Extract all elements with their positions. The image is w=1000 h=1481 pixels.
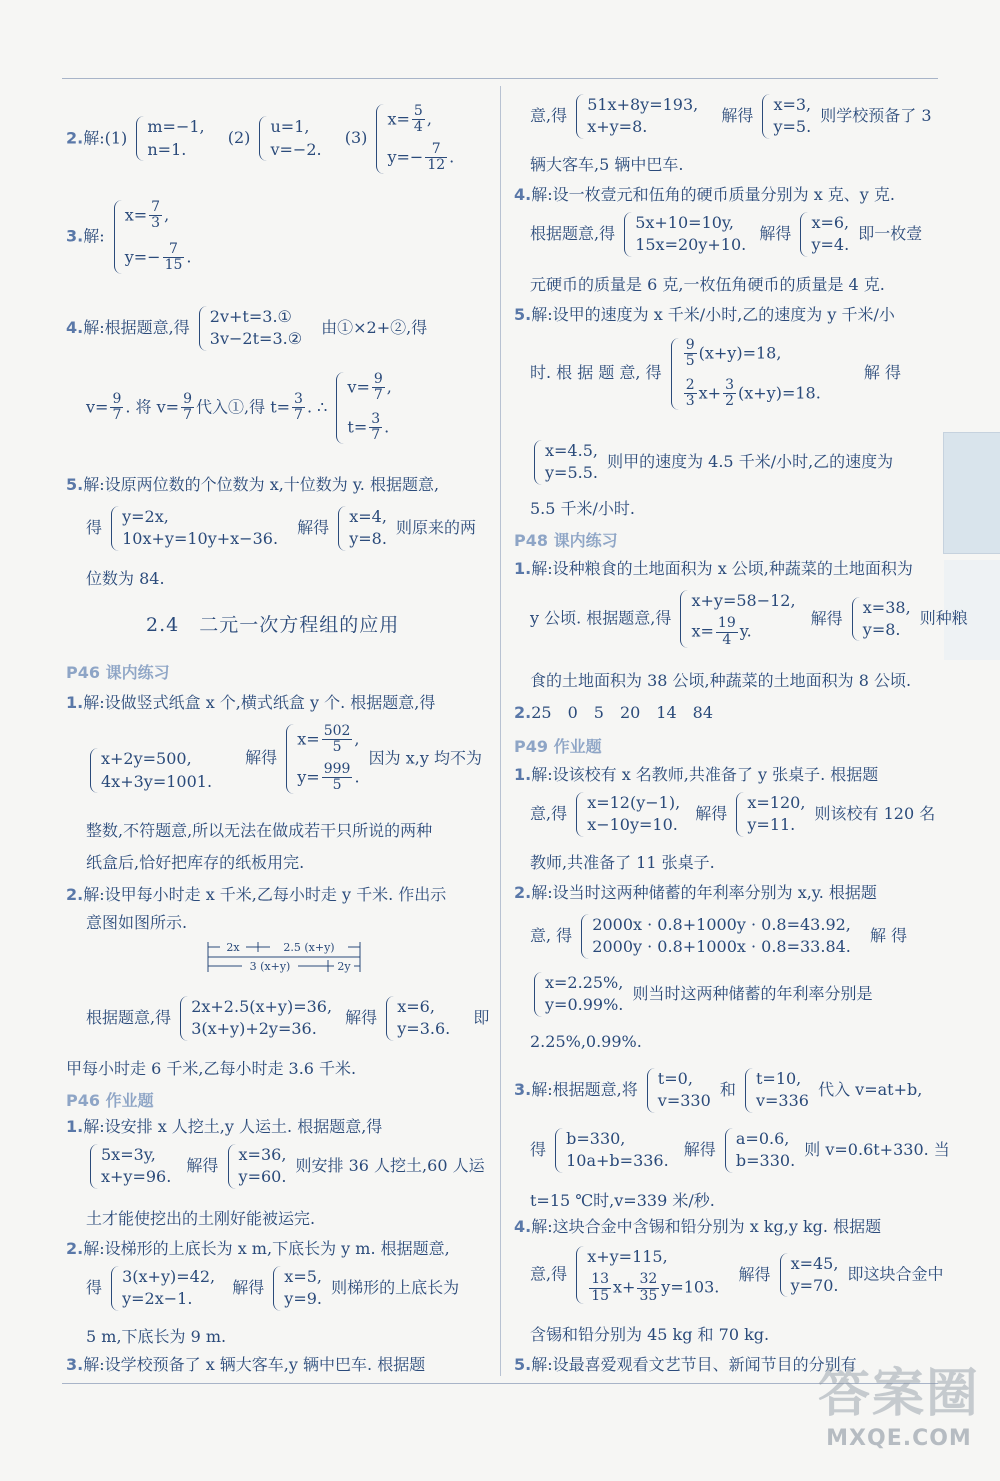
p49-answer-4-cont: 意,得 x+y=115, $\frac{13}{15}$ x+ $\frac{32}{35}$ y=103. 解得 x=45, y=70. 即这块合金中 [530, 1247, 944, 1304]
class-answer-2: 2.解:设甲每小时走 x 千米,乙每小时走 y 千米. 作出示 [66, 885, 447, 904]
equation-system: x=5, y=9. [273, 1266, 322, 1311]
p49-answer-3-cont: 得 b=330, 10a+b=336. 解得 a=0.6, b=330. 则 v=0.6t+330. 当 [530, 1128, 950, 1173]
p49-answer-1-cont: 意,得 x=12(y−1), x−10y=10. 解得 x=120, y=11. 则该校有 120 名 [530, 792, 935, 837]
diagram-label-3xy: 3 (x+y) [249, 960, 291, 973]
top-rule [62, 78, 938, 79]
equation-system: x= $\frac{502}{5}$ , y= $\frac{999}{5}$ . [286, 724, 359, 794]
diagram-label-2-5xy: 2.5 (x+y) [283, 941, 335, 954]
p48-answer-1-cont: y 公顷. 根据题意,得 x+y=58−12, x= $\frac{19}{4}$ y. 解得 x=38, y=8. 则种粮 [530, 591, 968, 648]
equation-system: v= $\frac{9}{7}$ , t= $\frac{3}{7}$ . [336, 372, 391, 444]
equation-system: x=38, y=8. [852, 597, 911, 642]
equation-system: t=10, v=336 [745, 1068, 809, 1113]
class-answer-1-cont: x+2y=500, 4x+3y=1001. 解得 x= $\frac{502}{5}$ , y= $\frac{999}{5}$ . 因为 x,y 均不为 [86, 724, 482, 794]
equation-system: t=0, v=330 [647, 1068, 711, 1113]
section-title: 2.4 二元一次方程组的应用 [146, 614, 400, 636]
equation-system: 5x=3y, x+y=96. [90, 1144, 171, 1189]
answer-5-end: 位数为 84. [86, 569, 165, 588]
hw-answer-2-end: 5 m,下底长为 9 m. [86, 1327, 227, 1346]
hw-answer-3: 3.解:设学校预备了 x 辆大客车,y 辆中巴车. 根据题 [66, 1355, 426, 1374]
watermark-url: MXQE.COM [826, 1426, 972, 1451]
class-answer-1: 1.解:设做竖式纸盒 x 个,横式纸盒 y 个. 根据题意,得 [66, 693, 436, 712]
equation-system: x=120, y=11. [736, 792, 805, 837]
diagram-label-2y: 2y [337, 960, 351, 973]
hw-answer-5: 5.解:设甲的速度为 x 千米/小时,乙的速度为 y 千米/小 [514, 305, 895, 324]
hw-answer-3-end: 辆大客车,5 辆中巴车. [530, 155, 684, 174]
hw-answer-1-end: 土才能使挖出的土刚好能被运完. [86, 1209, 316, 1228]
column-divider [500, 86, 501, 1376]
watermark-logo-text: 答案圈 [817, 1364, 980, 1424]
hw-answer-4-end: 元硬币的质量是 6 克,一枚伍角硬币的质量是 4 克. [530, 275, 885, 294]
p48-answer-1-end: 食的土地面积为 38 公顷,种蔬菜的土地面积为 8 公顷. [530, 671, 912, 690]
equation-system: x= $\frac{7}{3}$ , y=− $\frac{7}{15}$ . [114, 200, 192, 274]
equation-system: 2x+2.5(x+y)=36, 3(x+y)+2y=36. [180, 996, 332, 1041]
site-watermark [818, 1351, 980, 1451]
answer-5: 5.解:设原两位数的个位数为 x,十位数为 y. 根据题意, [66, 475, 440, 494]
class-answer-2-cont: 根据题意,得 2x+2.5(x+y)=36, 3(x+y)+2y=36. 解得 x=6, y=3.6. 即 [86, 996, 489, 1041]
equation-system: x=12(y−1), x−10y=10. [576, 792, 680, 837]
equation-system: x=4.5, y=5.5. [534, 440, 598, 485]
equation-system: x=6, y=3.6. [386, 996, 450, 1041]
p49-answer-2-solution: x=2.25%, y=0.99%. 则当时这两种储蓄的年利率分别是 [530, 972, 872, 1017]
heading-p46-class: P46 课内练习 [66, 663, 170, 682]
bottom-rule [62, 1383, 938, 1384]
distance-diagram [206, 938, 362, 976]
hw-answer-5-end: 5.5 千米/小时. [530, 499, 636, 518]
hw-answer-5-solution: x=4.5, y=5.5. 则甲的速度为 4.5 千米/小时,乙的速度为 [530, 440, 893, 485]
answer-4: 4.解:根据题意,得 2v+t=3.① 3v−2t=3.② 由①×2+②,得 [66, 306, 427, 351]
equation-system: a=0.6, b=330. [725, 1128, 795, 1173]
equation-system: x+2y=500, 4x+3y=1001. [90, 748, 212, 793]
side-tab [943, 432, 1000, 554]
equation-system: 2v+t=3.① 3v−2t=3.② [199, 306, 302, 351]
p49-answer-1-end: 教师,共准备了 11 张桌子. [530, 853, 715, 872]
equation-system: m=−1, n=1. [136, 116, 204, 161]
answer-4-cont: v= $\frac{9}{7}$ . 将 v= $\frac{9}{7}$ 代入①,得 t= $\frac{3}{7}$ . ∴ v= $\frac{9}{7}$ , t= $\frac{3}{7}$ . [86, 371, 392, 444]
hw-answer-1: 1.解:设安排 x 人挖土,y 人运土. 根据题意,得 [66, 1117, 383, 1136]
p49-answer-2-end: 2.25%,0.99%. [530, 1032, 642, 1051]
hw-answer-3-cont: 意,得 51x+8y=193, x+y=8. 解得 x=3, y=5. 则学校预备了 3 [530, 94, 932, 139]
p48-answer-2: 2.25 0 5 20 14 84 [514, 703, 714, 722]
p49-answer-1: 1.解:设该校有 x 名教师,共准备了 y 张桌子. 根据题 [514, 765, 879, 784]
equation-system: y=2x, 10x+y=10y+x−36. [111, 506, 278, 551]
equation-system: x+y=58−12, x= $\frac{19}{4}$ y. [680, 590, 795, 648]
equation-system: x=3, y=5. [762, 94, 811, 139]
p49-answer-2-cont: 意, 得 2000x · 0.8+1000y · 0.8=43.92, 2000y · 0.8+1000x · 0.8=33.84. 解 得 [530, 914, 907, 959]
diagram-label-2x: 2x [226, 941, 240, 954]
equation-system: b=330, 10a+b=336. [555, 1128, 669, 1173]
heading-p48-class: P48 课内练习 [514, 531, 618, 550]
hw-answer-4: 4.解:设一枚壹元和伍角的硬币质量分别为 x 克、y 克. [514, 185, 896, 204]
equation-system: x+y=115, $\frac{13}{15}$ x+ $\frac{32}{35}$ y=103. [576, 1246, 719, 1304]
hw-answer-2: 2.解:设梯形的上底长为 x m,下底长为 y m. 根据题意, [66, 1239, 450, 1258]
equation-system: x= $\frac{5}{4}$ , y=− $\frac{7}{12}$ . [376, 104, 454, 174]
answer-3: 3.解: x= $\frac{7}{3}$ , y=− $\frac{7}{15}$ . [66, 199, 192, 274]
class-answer-2-end: 甲每小时走 6 千米,乙每小时走 3.6 千米. [66, 1059, 357, 1078]
answer-5-cont: 得 y=2x, 10x+y=10y+x−36. 解得 x=4, y=8. 则原来的两 [86, 506, 476, 551]
hw-answer-2-cont: 得 3(x+y)=42, y=2x−1. 解得 x=5, y=9. 则梯形的上底长为 [86, 1266, 459, 1311]
heading-p46-hw: P46 作业题 [66, 1091, 154, 1110]
p49-answer-5: 5.解:设最喜爱观看文艺节目、新闻节目的分别有 [514, 1355, 857, 1374]
p49-answer-3-end: t=15 ℃时,v=339 米/秒. [530, 1191, 715, 1210]
equation-system: x=45, y=70. [780, 1253, 839, 1298]
hw-answer-4-cont: 根据题意,得 5x+10=10y, 15x=20y+10. 解得 x=6, y=4. 即一枚壹 [530, 212, 922, 257]
equation-system: 51x+8y=193, x+y=8. [576, 94, 698, 139]
equation-system: x=4, y=8. [338, 506, 387, 551]
answer-2: 2.解:(1) m=−1, n=1. (2) u=1, v=−2. (3) x= $\frac{5}{4}$ , y=− $\frac{7}{12}$ . [66, 103, 455, 174]
equation-system: 2000x · 0.8+1000y · 0.8=43.92, 2000y · 0.8+1000x · 0.8=33.84. [581, 914, 851, 959]
heading-p49-hw: P49 作业题 [514, 737, 602, 756]
p49-answer-4-end: 含锡和铅分别为 45 kg 和 70 kg. [530, 1325, 770, 1344]
class-answer-1-line2: 整数,不符题意,所以无法在做成若干只所说的两种 [86, 821, 433, 840]
p49-answer-4: 4.解:这块合金中含锡和铅分别为 x kg,y kg. 根据题 [514, 1217, 882, 1236]
equation-system: x=6, y=4. [800, 212, 849, 257]
equation-system: x=2.25%, y=0.99%. [534, 972, 623, 1017]
class-answer-1-line3: 纸盒后,恰好把库存的纸板用完. [86, 853, 305, 872]
equation-system: u=1, v=−2. [259, 116, 321, 161]
equation-system: x=36, y=60. [228, 1144, 287, 1189]
equation-system: $\frac{9}{5}$ (x+y)=18, $\frac{2}{3}$ x+ $\frac{3}{2}$ (x+y)=18. [671, 338, 821, 410]
p49-answer-2: 2.解:设当时这两种储蓄的年利率分别为 x,y. 根据题 [514, 883, 877, 902]
equation-system: 3(x+y)=42, y=2x−1. [111, 1266, 215, 1311]
equation-system: 5x+10=10y, 15x=20y+10. [624, 212, 746, 257]
hw-answer-5-cont: 时. 根 据 题 意, 得 $\frac{9}{5}$ (x+y)=18, $\frac{2}{3}$ x+ $\frac{3}{2}$ (x+y)=18. 解 得 [530, 337, 901, 410]
p49-answer-3: 3.解:根据题意,将 t=0, v=330 和 t=10, v=336 代入 v=at+b, [514, 1068, 922, 1113]
class-answer-2-line2: 意图如图所示. [86, 913, 188, 932]
hw-answer-1-cont: 5x=3y, x+y=96. 解得 x=36, y=60. 则安排 36 人挖土,60 人运 [86, 1144, 485, 1189]
p48-answer-1: 1.解:设种粮食的土地面积为 x 公顷,种蔬菜的土地面积为 [514, 559, 913, 578]
